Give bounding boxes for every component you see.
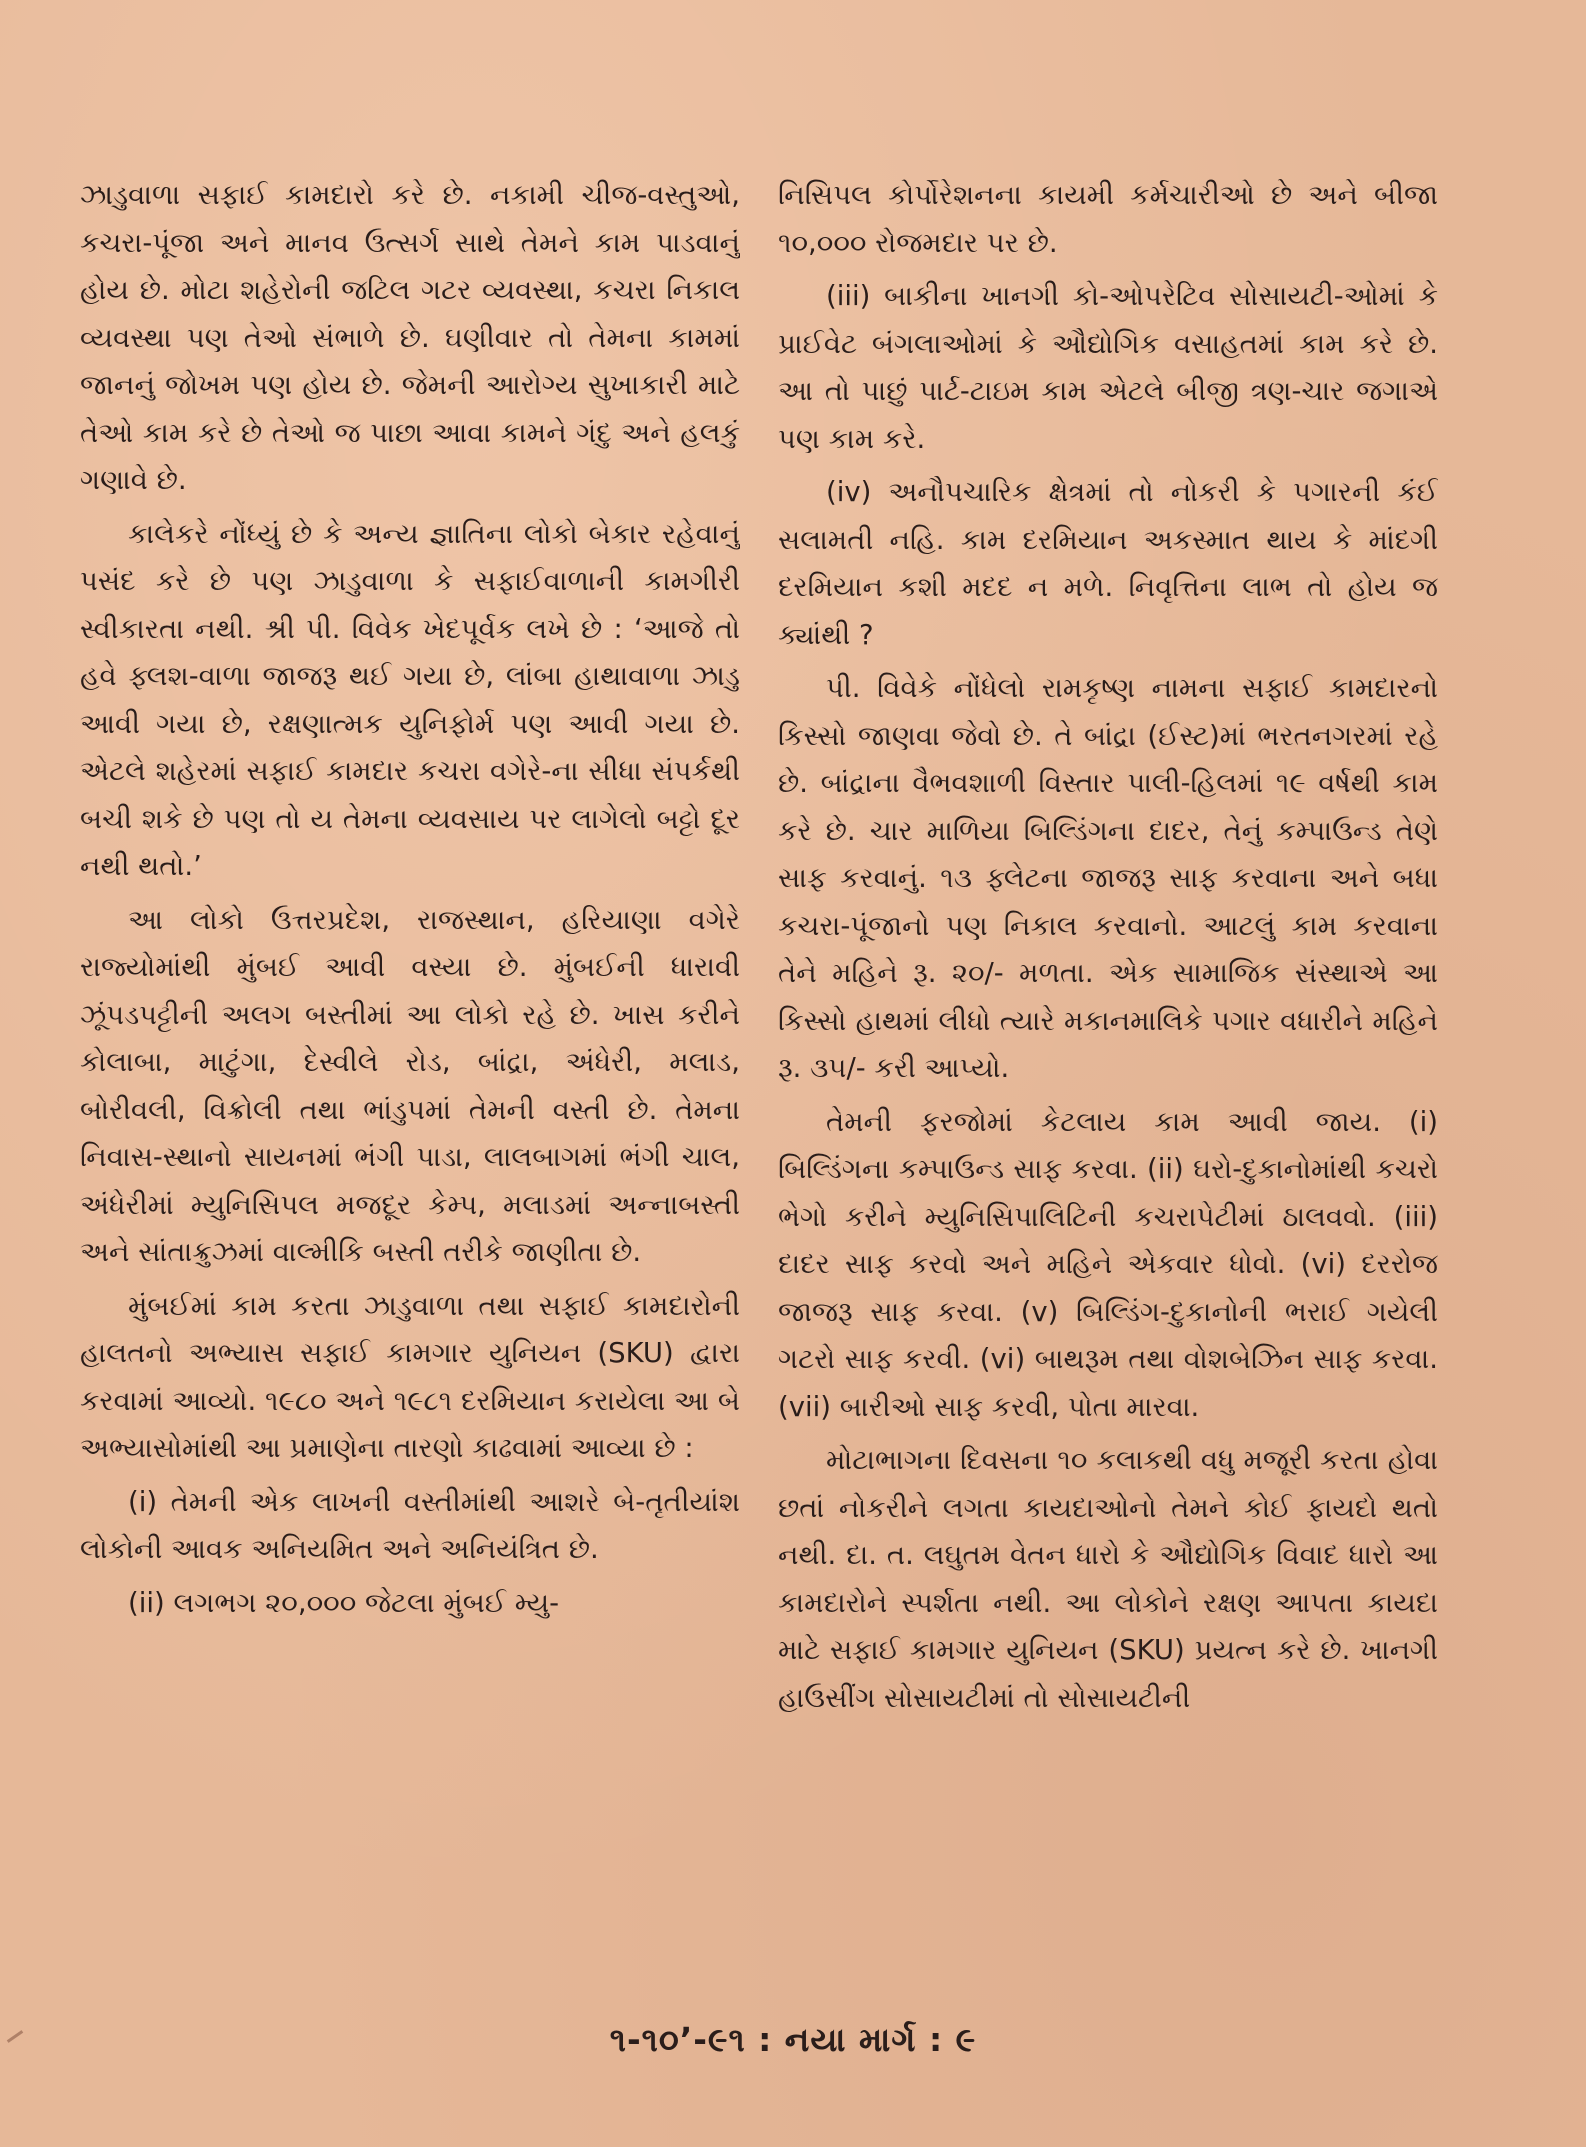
page-footer: ૧-૧૦’-૯૧ : નયા માર્ગ : ૯ — [609, 2020, 977, 2059]
left-column — [80, 172, 740, 1972]
paragraph: (iii) બાકીના ખાનગી કો-ઓપરેટિવ સોસાયટી-ઓમાં કે પ્રાઈવેટ બંગલાઓમાં કે ઔદ્યોગિક વસાહતમાં કામ કરે છે. આ તો પાછું પાર્ટ-ટાઇમ કામ એટલે બીજી ત્રણ-ચાર જગાએ પણ કામ કરે. — [778, 280, 1438, 455]
paragraph: તેમની ફરજોમાં કેટલાય કામ આવી જાય. (i) બિલ્ડિંગના કમ્પાઉન્ડ સાફ કરવા. (ii) ઘરો-દુકાનોમાંથી કચરો ભેગો કરીને મ્યુનિસિપાલિટિની કચરાપેટીમાં ઠાલવવો. (iii) દાદર સાફ કરવો અને મહિને એકવાર ધોવો. (vi) દરરોજ જાજરૂ સાફ કરવા. (v) બિલ્ડિંગ-દુકાનોની ભરાઈ ગયેલી ગટરો સાફ કરવી. (vi) બાથરૂમ તથા વોશબેઝિન સાફ કરવા. (vii) બારીઓ સાફ કરવી, પોતા મારવા. — [778, 1105, 1438, 1423]
paragraph: (iv) અનૌપચારિક ક્ષેત્રમાં તો નોકરી કે પગારની કંઈ સલામતી નહિ. કામ દરમિયાન અકસ્માત થાય કે માંદગી દરમિયાન કશી મદદ ન મળે. નિવૃત્તિના લાભ તો હોય જ ક્યાંથી ? — [778, 476, 1438, 651]
right-column — [778, 172, 1438, 1972]
paragraph: ઝાડુવાળા સફાઈ કામદારો કરે છે. નકામી ચીજ-વસ્તુઓ, કચરા-પૂંજા અને માનવ ઉત્સર્ગ સાથે તેમને કામ પાડવાનું હોય છે. મોટા શહેરોની જટિલ ગટર વ્યવસ્થા, કચરા નિકાલ વ્યવસ્થા પણ તેઓ સંભાળે છે. ઘણીવાર તો તેમના કામમાં જાનનું જોખમ પણ હોય છે. જેમની આરોગ્ય સુખાકારી માટે તેઓ કામ કરે છે તેઓ જ પાછા આવા કામને ગંદુ અને હલકું ગણાવે છે. — [80, 179, 740, 496]
paragraph: આ લોકો ઉત્તરપ્રદેશ, રાજસ્થાન, હરિયાણા વગેરે રાજ્યોમાંથી મુંબઈ આવી વસ્યા છે. મુંબઈની ધારાવી ઝૂંપડપટ્ટીની અલગ બસ્તીમાં આ લોકો રહે છે. ખાસ કરીને કોલાબા, માટુંગા, દેસ્વીલે રોડ, બાંદ્રા, અંધેરી, મલાડ, બોરીવલી, વિક્રોલી તથા ભાંડુપમાં તેમની વસ્તી છે. તેમના નિવાસ-સ્થાનો સાયનમાં ભંગી પાડા, લાલબાગમાં ભંગી ચાલ, અંધેરીમાં મ્યુનિસિપલ મજદૂર કેમ્પ, મલાડમાં અન્નાબસ્તી અને સાંતાક્રુઝમાં વાલ્મીકિ બસ્તી તરીકે જાણીતા છે. — [80, 903, 740, 1268]
paragraph: કાલેકરે નોંધ્યું છે કે અન્ય જ્ઞાતિના લોકો બેકાર રહેવાનું પસંદ કરે છે પણ ઝાડુવાળા કે સફાઈવાળાની કામગીરી સ્વીકારતા નથી. શ્રી પી. વિવેક ખેદપૂર્વક લખે છે : ‘આજે તો હવે ફ્લશ-વાળા જાજરૂ થઈ ગયા છે, લાંબા હાથાવાળા ઝાડુ આવી ગયા છે, રક્ષણાત્મક યુનિફોર્મ પણ આવી ગયા છે. એટલે શહેરમાં સફાઈ કામદાર કચરા વગેરે-ના સીધા સંપર્કથી બચી શકે છે પણ તો ય તેમના વ્યવસાય પર લાગેલો બટ્ટો દૂર નથી થતો.’ — [80, 517, 740, 882]
paragraph: મુંબઈમાં કામ કરતા ઝાડુવાળા તથા સફાઈ કામદારોની હાલતનો અભ્યાસ સફાઈ કામગાર યુનિયન (SKU) દ્વારા કરવામાં આવ્યો. ૧૯૮૦ અને ૧૯૮૧ દરમિયાન કરાયેલા આ બે અભ્યાસોમાંથી આ પ્રમાણેના તારણો કાઢવામાં આવ્યા છે : — [80, 1289, 740, 1464]
paragraph: (ii) લગભગ ૨૦,૦૦૦ જેટલા મુંબઈ મ્યુ- — [128, 1586, 560, 1619]
paragraph: પી. વિવેકે નોંધેલો રામકૃષ્ણ નામના સફાઈ કામદારનો કિસ્સો જાણવા જેવો છે. તે બાંદ્રા (ઈસ્ટ)માં ભરતનગરમાં રહે છે. બાંદ્રાના વૈભવશાળી વિસ્તાર પાલી-હિલમાં ૧૯ વર્ષથી કામ કરે છે. ચાર માળિયા બિલ્ડિંગના દાદર, તેનું કમ્પાઉન્ડ તેણે સાફ કરવાનું. ૧૩ ફ્લેટના જાજરૂ સાફ કરવાના અને બધા કચરા-પૂંજાનો પણ નિકાલ કરવાનો. આટલું કામ કરવાના તેને મહિને રૂ. ૨૦/- મળતા. એક સામાજિક સંસ્થાએ આ કિસ્સો હાથમાં લીધો ત્યારે મકાનમાલિકે પગાર વધારીને મહિને રૂ. ૩૫/- કરી આપ્યો. — [778, 672, 1438, 1084]
paragraph: (i) તેમની એક લાખની વસ્તીમાંથી આશરે બે-તૃતીયાંશ લોકોની આવક અનિયમિત અને અનિયંત્રિત છે. — [80, 1485, 740, 1565]
paragraph: નિસિપલ કોર્પોરેશનના કાયમી કર્મચારીઓ છે અને બીજા ૧૦,૦૦૦ રોજમદાર પર છે. — [778, 179, 1438, 259]
paragraph: મોટાભાગના દિવસના ૧૦ કલાકથી વધુ મજૂરી કરતા હોવા છતાં નોકરીને લગતા કાયદાઓનો તેમને કોઈ ફાયદો થતો નથી. દા. ત. લઘુતમ વેતન ધારો કે ઔદ્યોગિક વિવાદ ધારો આ કામદારોને સ્પર્શતા નથી. આ લોકોને રક્ષણ આપતા કાયદા માટે સફાઈ કામગાર યુનિયન (SKU) પ્રયત્ન કરે છે. ખાનગી હાઉસીંગ સોસાયટીમાં તો સોસાયટીની — [778, 1444, 1438, 1714]
